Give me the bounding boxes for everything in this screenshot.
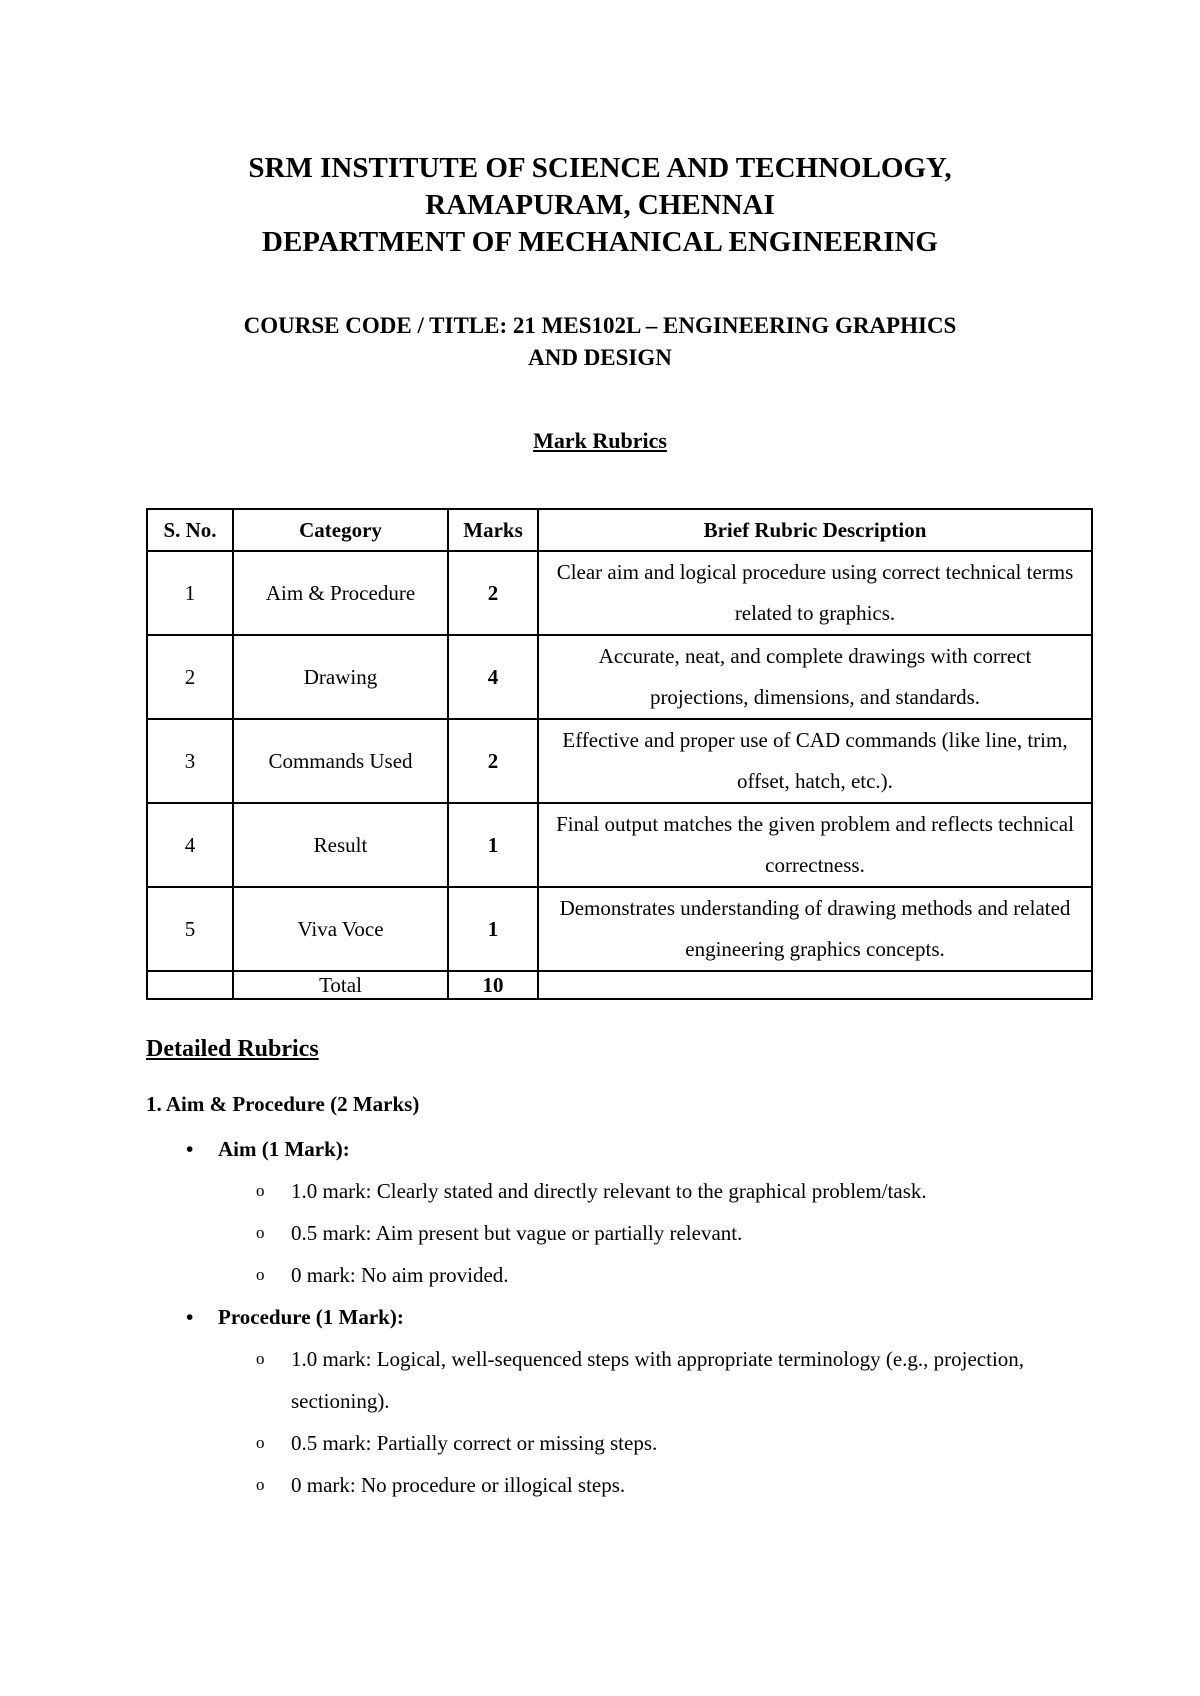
institution-header [0, 150, 1200, 261]
course-title-line-1: COURSE CODE / TITLE: 21 MES102L – ENGINEERING GRAPHICS [243, 313, 957, 338]
criterion-item [146, 1212, 1106, 1254]
circle-bullet-icon: o [256, 1349, 265, 1368]
criterion-item [146, 1422, 1106, 1464]
circle-bullet-icon: o [256, 1433, 265, 1452]
row-description: Effective and proper use of CAD commands (like line, trim, offset, hatch, etc.). [538, 719, 1092, 803]
row-sno: 2 [147, 635, 233, 719]
row-sno: 4 [147, 803, 233, 887]
circle-bullet-icon: o [256, 1181, 265, 1200]
table-row [147, 719, 1092, 803]
criterion-text: 0.5 mark: Partially correct or missing steps. [291, 1431, 658, 1455]
header-category: Category [233, 509, 448, 551]
row-category: Commands Used [233, 719, 448, 803]
rubric-table [146, 508, 1093, 1000]
row-description: Accurate, neat, and complete drawings with correct projections, dimensions, and standards. [538, 635, 1092, 719]
course-title-line-2: AND DESIGN [528, 345, 672, 370]
subsection-procedure [146, 1296, 1106, 1338]
bullet-icon: • [186, 1305, 194, 1329]
table-row [147, 803, 1092, 887]
criterion-item [146, 1338, 1106, 1422]
criterion-text: 1.0 mark: Clearly stated and directly relevant to the graphical problem/task. [291, 1179, 927, 1203]
row-description: Clear aim and logical procedure using correct technical terms related to graphics. [538, 551, 1092, 635]
row-marks: 2 [448, 551, 538, 635]
row-marks: 1 [448, 803, 538, 887]
subsection-list [146, 1128, 1106, 1506]
institution-location: RAMAPURAM, CHENNAI [425, 189, 775, 221]
row-sno: 5 [147, 887, 233, 971]
row-category: Viva Voce [233, 887, 448, 971]
detailed-rubrics-heading: Detailed Rubrics [146, 1036, 319, 1062]
criterion-item [146, 1170, 1106, 1212]
department-name: DEPARTMENT OF MECHANICAL ENGINEERING [262, 226, 938, 258]
row-description: Demonstrates understanding of drawing methods and related engineering graphics concepts. [538, 887, 1092, 971]
section-heading: 1. Aim & Procedure (2 Marks) [146, 1092, 420, 1116]
total-description-empty [538, 971, 1092, 999]
total-empty-cell [147, 971, 233, 999]
subsection-title: Aim (1 Mark): [218, 1137, 350, 1161]
row-sno: 3 [147, 719, 233, 803]
criterion-item [146, 1464, 1106, 1506]
subsection-title: Procedure (1 Mark): [218, 1305, 404, 1329]
row-sno: 1 [147, 551, 233, 635]
table-row [147, 551, 1092, 635]
table-row [147, 887, 1092, 971]
row-category: Drawing [233, 635, 448, 719]
row-category: Result [233, 803, 448, 887]
table-header-row [147, 509, 1092, 551]
mark-rubrics-heading: Mark Rubrics [533, 428, 667, 453]
bullet-icon: • [186, 1137, 194, 1161]
subsection-aim [146, 1128, 1106, 1170]
header-marks: Marks [448, 509, 538, 551]
criterion-item [146, 1254, 1106, 1296]
header-sno: S. No. [147, 509, 233, 551]
row-marks: 4 [448, 635, 538, 719]
circle-bullet-icon: o [256, 1223, 265, 1242]
circle-bullet-icon: o [256, 1475, 265, 1494]
circle-bullet-icon: o [256, 1265, 265, 1284]
row-marks: 1 [448, 887, 538, 971]
criterion-text: 0 mark: No aim provided. [291, 1263, 509, 1287]
total-marks: 10 [448, 971, 538, 999]
institution-name: SRM INSTITUTE OF SCIENCE AND TECHNOLOGY, [248, 152, 952, 184]
table-row [147, 635, 1092, 719]
row-description: Final output matches the given problem and reflects technical correctness. [538, 803, 1092, 887]
row-category: Aim & Procedure [233, 551, 448, 635]
course-title [0, 310, 1200, 374]
total-row [147, 971, 1092, 999]
criterion-text: 0.5 mark: Aim present but vague or partially relevant. [291, 1221, 743, 1245]
row-marks: 2 [448, 719, 538, 803]
header-description: Brief Rubric Description [538, 509, 1092, 551]
criterion-text: 1.0 mark: Logical, well-sequenced steps with appropriate terminology (e.g., projection, sectioning). [291, 1347, 1025, 1413]
total-label: Total [233, 971, 448, 999]
criterion-text: 0 mark: No procedure or illogical steps. [291, 1473, 626, 1497]
